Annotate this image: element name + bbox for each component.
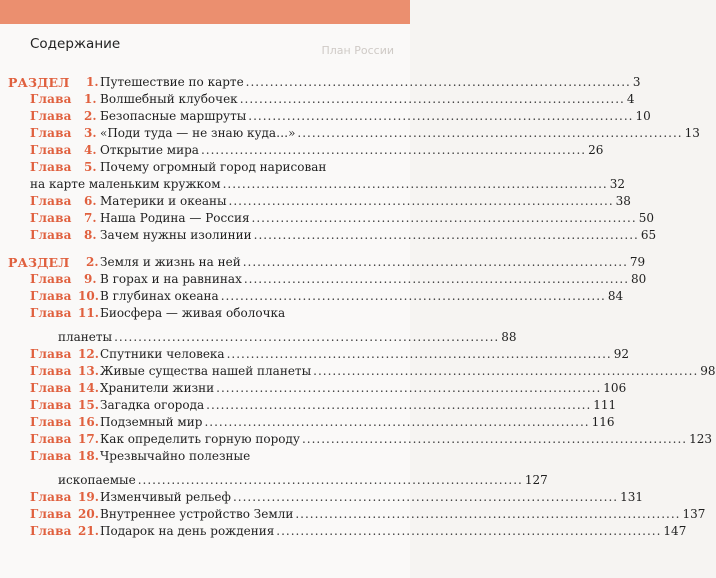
chapter-number: 17. [78, 432, 99, 446]
entry-title: Хранители жизни [100, 381, 215, 395]
leader-dots: ................................................................................ [248, 109, 634, 123]
page-number: 123 [689, 432, 713, 446]
leader-dots: ................................................................................ [276, 524, 662, 538]
entry-title: Подарок на день рождения [100, 524, 275, 538]
leader-dots: ................................................................................ [206, 398, 592, 412]
page-top-edge [0, 0, 410, 24]
leader-dots: ................................................................................ [242, 255, 628, 269]
page-number: 26 [588, 143, 604, 157]
chapter-number: 6. [84, 194, 97, 208]
toc-chapter-row [0, 125, 700, 142]
chapter-number: 3. [84, 126, 97, 140]
leader-dots: ................................................................................ [253, 228, 639, 242]
chapter-number: 15. [78, 398, 99, 412]
chapter-number: 11. [78, 306, 99, 320]
toc-entry [100, 271, 647, 288]
toc-chapter-row [0, 397, 617, 414]
leader-dots: ................................................................................ [200, 143, 587, 157]
toc-chapter-row [0, 159, 410, 176]
chapter-label: Глава [30, 211, 72, 225]
chapter-number: 2. [86, 255, 99, 269]
toc-chapter-row [0, 363, 716, 380]
chapter-label: Глава [30, 381, 72, 395]
page-title: Содержание [30, 36, 121, 52]
chapter-number: 18. [78, 449, 99, 463]
page-number: 106 [603, 381, 627, 395]
entry-title: Как определить горную породу [100, 432, 300, 446]
page-number: 3 [632, 75, 641, 89]
toc-part-row [0, 254, 646, 271]
page-number: 92 [613, 347, 630, 361]
toc-chapter-row [0, 271, 647, 288]
page-number: 79 [629, 255, 646, 269]
chapter-number: 1. [84, 92, 97, 106]
chapter-label: Глава [30, 160, 72, 174]
chapter-label: Глава [30, 272, 72, 286]
toc-entry [100, 159, 397, 176]
leader-dots: ................................................................................ [220, 289, 606, 303]
page-number: 147 [663, 524, 687, 538]
page-number: 38 [615, 194, 631, 208]
entry-title: Внутреннее устройство Земли [100, 507, 294, 521]
chapter-label: Глава [30, 432, 72, 446]
chapter-number: 19. [78, 490, 99, 504]
toc-chapter-row [0, 523, 687, 540]
leader-dots: ................................................................................ [297, 126, 683, 140]
entry-title: «Поди туда — не знаю куда…» [100, 126, 296, 140]
toc-entry [30, 176, 626, 193]
chapter-number: 16. [78, 415, 99, 429]
leader-dots: ................................................................................ [114, 330, 500, 344]
toc-chapter-row [0, 506, 706, 523]
toc-entry [100, 397, 617, 414]
toc-chapter-row [0, 91, 635, 108]
toc-entry [100, 431, 713, 448]
book-page [0, 24, 716, 578]
chapter-label: Глава [30, 490, 72, 504]
entry-title: Наша Родина — Россия [100, 211, 250, 225]
leader-dots: ................................................................................ [313, 364, 699, 378]
entry-title: планеты [58, 330, 113, 344]
leader-dots: ................................................................................ [245, 75, 631, 89]
leader-dots: ................................................................................ [295, 507, 681, 521]
chapter-label: Глава [30, 92, 72, 106]
chapter-label: Глава [30, 415, 72, 429]
toc-chapter-row [0, 329, 517, 346]
page-number: 13 [684, 126, 700, 140]
toc-chapter-row [0, 305, 410, 322]
toc-entry [58, 472, 548, 489]
page-number: 98 [700, 364, 716, 378]
toc-entry [100, 363, 716, 380]
entry-title: Изменчивый рельеф [100, 490, 231, 504]
chapter-label: Глава [30, 228, 72, 242]
chapter-label: Глава [30, 398, 72, 412]
page-number: 111 [593, 398, 617, 412]
entry-title: на карте маленьким кружком [30, 177, 221, 191]
toc-entry [100, 193, 631, 210]
entry-title: Почему огромный город нарисован [100, 160, 327, 174]
part-label: РАЗДЕЛ [8, 255, 70, 270]
chapter-label: Глава [30, 364, 72, 378]
page-number: 127 [524, 473, 548, 487]
toc-chapter-row [0, 227, 657, 244]
toc-chapter-row [0, 193, 631, 210]
toc-entry [100, 227, 657, 244]
toc-entry [100, 210, 654, 227]
chapter-label: Глава [30, 347, 72, 361]
toc-chapter-row [0, 142, 604, 159]
leader-dots: ................................................................................ [226, 347, 612, 361]
chapter-number: 8. [84, 228, 97, 242]
leader-dots: ................................................................................ [301, 432, 688, 446]
entry-title: Чрезвычайно полезные [100, 449, 251, 463]
page-number: 32 [609, 177, 626, 191]
toc-entry [100, 506, 706, 523]
page-number: 80 [631, 272, 647, 286]
chapter-number: 13. [78, 364, 99, 378]
leader-dots: ................................................................................ [232, 490, 619, 504]
entry-title: Безопасные маршруты [100, 109, 247, 123]
page-number: 10 [635, 109, 651, 123]
leader-dots: ................................................................................ [251, 211, 637, 225]
chapter-number: 21. [78, 524, 99, 538]
chapter-label: Глава [30, 289, 72, 303]
chapter-number: 4. [84, 143, 97, 157]
chapter-label: Глава [30, 126, 72, 140]
part-label: РАЗДЕЛ [8, 75, 70, 90]
chapter-label: Глава [30, 449, 72, 463]
toc-entry [100, 305, 397, 322]
toc-chapter-row [0, 448, 410, 465]
entry-title: Загадка огорода [100, 398, 205, 412]
page-number: 116 [591, 415, 615, 429]
entry-title: Зачем нужны изолинии [100, 228, 252, 242]
toc-entry [100, 91, 635, 108]
toc-chapter-row [0, 380, 627, 397]
entry-title: Биосфера — живая оболочка [100, 306, 286, 320]
toc-entry [100, 448, 397, 465]
entry-title: Открытие мира [100, 143, 199, 157]
toc-entry [100, 142, 604, 159]
entry-title: Подземный мир [100, 415, 203, 429]
toc-chapter-row [0, 108, 651, 125]
chapter-number: 7. [84, 211, 97, 225]
page-number: 131 [620, 490, 643, 504]
chapter-number: 14. [78, 381, 99, 395]
chapter-label: Глава [30, 524, 72, 538]
bleed-through-text: План России [321, 44, 394, 57]
page-number: 50 [638, 211, 654, 225]
chapter-number: 5. [84, 160, 97, 174]
leader-dots: ................................................................................ [222, 177, 608, 191]
entry-title: Материки и океаны [100, 194, 227, 208]
toc-chapter-row [0, 210, 654, 227]
entry-title: В горах и на равнинах [100, 272, 242, 286]
entry-title: Волшебный клубочек [100, 92, 238, 106]
chapter-label: Глава [30, 194, 72, 208]
toc-entry [100, 380, 627, 397]
chapter-number: 20. [78, 507, 99, 521]
toc-entry [100, 489, 643, 506]
toc-entry [100, 414, 615, 431]
toc-entry [100, 74, 641, 91]
entry-title: Земля и жизнь на ней [100, 255, 241, 269]
leader-dots: ................................................................................ [216, 381, 602, 395]
entry-title: Путешествие по карте [100, 75, 244, 89]
chapter-number: 1. [86, 75, 99, 89]
page-number: 4 [626, 92, 635, 106]
toc-entry [100, 346, 630, 363]
page-number: 137 [682, 507, 706, 521]
chapter-label: Глава [30, 507, 72, 521]
page-number: 65 [640, 228, 657, 242]
toc-entry [100, 523, 687, 540]
toc-chapter-row [0, 176, 626, 193]
toc-entry [58, 329, 517, 346]
chapter-label: Глава [30, 143, 72, 157]
toc-entry [100, 108, 651, 125]
toc-chapter-row [0, 414, 615, 431]
entry-title: Спутники человека [100, 347, 225, 361]
leader-dots: ................................................................................ [137, 473, 523, 487]
leader-dots: ................................................................................ [204, 415, 590, 429]
chapter-number: 10. [78, 289, 99, 303]
leader-dots: ................................................................................ [239, 92, 625, 106]
toc-chapter-row [0, 489, 643, 506]
chapter-number: 2. [84, 109, 97, 123]
toc-chapter-row [0, 431, 713, 448]
toc-chapter-row [0, 472, 548, 489]
page-number: 84 [607, 289, 624, 303]
leader-dots: ................................................................................ [228, 194, 614, 208]
toc-chapter-row [0, 288, 624, 305]
chapter-number: 12. [78, 347, 99, 361]
chapter-label: Глава [30, 306, 72, 320]
page-number: 88 [501, 330, 517, 344]
toc-part-row [0, 74, 641, 91]
entry-title: Живые существа нашей планеты [100, 364, 312, 378]
toc-chapter-row [0, 346, 630, 363]
toc-entry [100, 254, 646, 271]
leader-dots: ................................................................................ [243, 272, 630, 286]
toc-entry [100, 288, 624, 305]
chapter-label: Глава [30, 109, 72, 123]
entry-title: ископаемые [58, 473, 136, 487]
chapter-number: 9. [84, 272, 97, 286]
toc-entry [100, 125, 700, 142]
entry-title: В глубинах океана [100, 289, 219, 303]
